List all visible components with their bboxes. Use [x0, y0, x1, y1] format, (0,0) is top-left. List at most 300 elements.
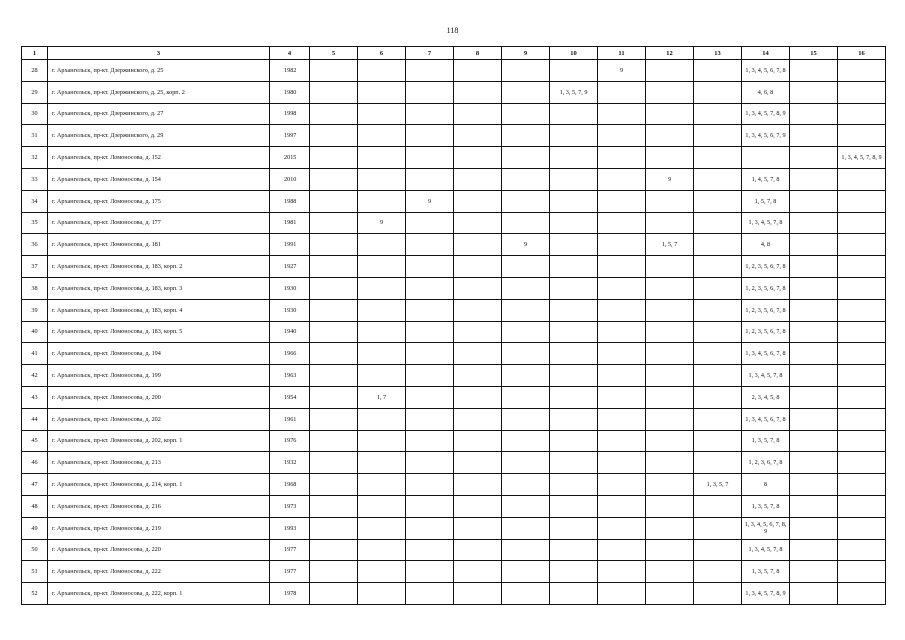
value-cell [646, 517, 694, 539]
value-cell [694, 321, 742, 343]
value-cell: 1, 3, 5, 7, 9 [550, 81, 598, 103]
value-cell [502, 212, 550, 234]
table-row [22, 517, 886, 539]
value-cell [646, 190, 694, 212]
value-cell [790, 103, 838, 125]
value-cell [454, 343, 502, 365]
value-cell: 9 [358, 212, 406, 234]
value-cell [358, 517, 406, 539]
value-cell [598, 386, 646, 408]
value-cell [694, 583, 742, 605]
value-cell [502, 365, 550, 387]
value-cell [502, 343, 550, 365]
address-cell: г. Архангельск, пр-кт. Ломоносова, д. 183, корп. 3 [48, 277, 270, 299]
value-cell [358, 147, 406, 169]
value-cell [790, 81, 838, 103]
year-cell: 1988 [270, 190, 310, 212]
value-cell [790, 452, 838, 474]
column-header: 10 [550, 47, 598, 60]
table-row [22, 583, 886, 605]
row-number: 51 [22, 561, 48, 583]
value-cell [310, 234, 358, 256]
value-cell [502, 168, 550, 190]
address-cell: г. Архангельск, пр-кт. Ломоносова, д. 222 [48, 561, 270, 583]
value-cell [550, 212, 598, 234]
value-cell [838, 539, 886, 561]
value-cell [838, 430, 886, 452]
value-cell [598, 321, 646, 343]
address-cell: г. Архангельск, пр-кт. Ломоносова, д. 219 [48, 517, 270, 539]
value-cell [598, 365, 646, 387]
value-cell [454, 125, 502, 147]
value-cell [550, 343, 598, 365]
value-cell [646, 365, 694, 387]
value-cell [454, 147, 502, 169]
value-cell [406, 147, 454, 169]
value-cell [646, 212, 694, 234]
value-cell [406, 60, 454, 82]
value-cell [310, 125, 358, 147]
header-row [22, 47, 886, 60]
address-cell: г. Архангельск, пр-кт. Ломоносова, д. 183, корп. 5 [48, 321, 270, 343]
value-cell [502, 408, 550, 430]
value-cell [838, 583, 886, 605]
value-cell [790, 125, 838, 147]
value-cell: 1, 3, 5, 7, 8 [742, 561, 790, 583]
value-cell [838, 81, 886, 103]
value-cell [646, 256, 694, 278]
value-cell [550, 168, 598, 190]
value-cell [598, 452, 646, 474]
value-cell [838, 256, 886, 278]
value-cell [550, 299, 598, 321]
value-cell [598, 190, 646, 212]
table-row [22, 386, 886, 408]
table-row [22, 103, 886, 125]
table-row [22, 212, 886, 234]
value-cell: 1, 3, 4, 5, 7, 8 [742, 212, 790, 234]
value-cell [502, 561, 550, 583]
address-cell: г. Архангельск, пр-кт. Ломоносова, д. 199 [48, 365, 270, 387]
value-cell [598, 147, 646, 169]
value-cell [550, 386, 598, 408]
value-cell [310, 583, 358, 605]
value-cell [454, 234, 502, 256]
value-cell [406, 583, 454, 605]
value-cell [790, 212, 838, 234]
value-cell [838, 517, 886, 539]
value-cell [790, 430, 838, 452]
value-cell [694, 168, 742, 190]
value-cell [790, 408, 838, 430]
value-cell [694, 517, 742, 539]
value-cell [502, 60, 550, 82]
table-row [22, 125, 886, 147]
value-cell [406, 103, 454, 125]
value-cell [310, 408, 358, 430]
year-cell: 1978 [270, 583, 310, 605]
value-cell [358, 343, 406, 365]
year-cell: 1997 [270, 125, 310, 147]
year-cell: 1976 [270, 430, 310, 452]
value-cell [790, 539, 838, 561]
value-cell [790, 386, 838, 408]
value-cell: 9 [406, 190, 454, 212]
value-cell [310, 256, 358, 278]
value-cell [550, 583, 598, 605]
value-cell [694, 234, 742, 256]
row-number: 37 [22, 256, 48, 278]
value-cell [646, 474, 694, 496]
table-row [22, 474, 886, 496]
row-number: 49 [22, 517, 48, 539]
value-cell [598, 168, 646, 190]
value-cell [790, 277, 838, 299]
value-cell: 4, 6, 8 [742, 81, 790, 103]
value-cell: 1, 7 [358, 386, 406, 408]
address-cell: г. Архангельск, пр-кт. Ломоносова, д. 216 [48, 495, 270, 517]
value-cell [790, 495, 838, 517]
value-cell [310, 343, 358, 365]
value-cell [454, 60, 502, 82]
value-cell [550, 321, 598, 343]
value-cell [406, 386, 454, 408]
value-cell [598, 495, 646, 517]
value-cell [838, 495, 886, 517]
table-row [22, 495, 886, 517]
value-cell [550, 430, 598, 452]
value-cell [646, 299, 694, 321]
value-cell [310, 430, 358, 452]
row-number: 29 [22, 81, 48, 103]
address-cell: г. Архангельск, пр-кт. Ломоносова, д. 213 [48, 452, 270, 474]
row-number: 43 [22, 386, 48, 408]
value-cell [550, 561, 598, 583]
value-cell: 1, 2, 3, 5, 6, 7, 8 [742, 321, 790, 343]
year-cell: 1998 [270, 103, 310, 125]
value-cell [550, 277, 598, 299]
value-cell [502, 321, 550, 343]
value-cell [790, 256, 838, 278]
value-cell: 1, 2, 3, 6, 7, 8 [742, 452, 790, 474]
value-cell [358, 539, 406, 561]
column-header: 16 [838, 47, 886, 60]
value-cell [406, 299, 454, 321]
value-cell [310, 386, 358, 408]
row-number: 48 [22, 495, 48, 517]
row-number: 35 [22, 212, 48, 234]
value-cell: 1, 3, 4, 5, 6, 7, 8, 9 [742, 517, 790, 539]
value-cell [406, 495, 454, 517]
value-cell [406, 277, 454, 299]
value-cell [838, 343, 886, 365]
value-cell [598, 408, 646, 430]
address-cell: г. Архангельск, пр-кт. Ломоносова, д. 222, корп. 1 [48, 583, 270, 605]
address-cell: г. Архангельск, пр-кт. Ломоносова, д. 220 [48, 539, 270, 561]
value-cell [454, 277, 502, 299]
year-cell: 1932 [270, 452, 310, 474]
value-cell [550, 539, 598, 561]
value-cell [454, 256, 502, 278]
row-number: 38 [22, 277, 48, 299]
value-cell [310, 103, 358, 125]
year-cell: 1930 [270, 277, 310, 299]
value-cell [694, 212, 742, 234]
value-cell [502, 539, 550, 561]
value-cell [646, 103, 694, 125]
value-cell [694, 539, 742, 561]
value-cell [358, 561, 406, 583]
value-cell [406, 168, 454, 190]
year-cell: 1968 [270, 474, 310, 496]
table-row [22, 561, 886, 583]
value-cell [598, 81, 646, 103]
value-cell [454, 474, 502, 496]
column-header: 15 [790, 47, 838, 60]
value-cell [694, 343, 742, 365]
value-cell [790, 321, 838, 343]
value-cell [358, 474, 406, 496]
table-row [22, 321, 886, 343]
value-cell [310, 147, 358, 169]
value-cell [694, 365, 742, 387]
year-cell: 1993 [270, 517, 310, 539]
value-cell: 1, 3, 4, 5, 7, 8, 9 [742, 103, 790, 125]
value-cell [598, 234, 646, 256]
value-cell [694, 81, 742, 103]
value-cell [646, 495, 694, 517]
value-cell: 1, 3, 4, 5, 6, 7, 8 [742, 60, 790, 82]
value-cell [550, 147, 598, 169]
value-cell [358, 81, 406, 103]
value-cell [790, 60, 838, 82]
column-header: 3 [48, 47, 270, 60]
value-cell [790, 168, 838, 190]
column-header: 9 [502, 47, 550, 60]
value-cell [358, 256, 406, 278]
column-header: 7 [406, 47, 454, 60]
column-header: 4 [270, 47, 310, 60]
value-cell: 1, 3, 4, 5, 7, 8, 9 [838, 147, 886, 169]
value-cell: 8 [742, 474, 790, 496]
address-cell: г. Архангельск, пр-кт. Ломоносова, д. 177 [48, 212, 270, 234]
column-header: 11 [598, 47, 646, 60]
value-cell [694, 147, 742, 169]
year-cell: 2015 [270, 147, 310, 169]
value-cell [694, 452, 742, 474]
value-cell [310, 474, 358, 496]
value-cell [406, 343, 454, 365]
value-cell [790, 343, 838, 365]
value-cell [358, 60, 406, 82]
value-cell [454, 365, 502, 387]
address-cell: г. Архангельск, пр-кт. Ломоносова, д. 152 [48, 147, 270, 169]
value-cell [646, 125, 694, 147]
value-cell [790, 561, 838, 583]
value-cell [406, 125, 454, 147]
value-cell [694, 256, 742, 278]
table-row [22, 256, 886, 278]
value-cell [454, 583, 502, 605]
value-cell [454, 81, 502, 103]
year-cell: 1991 [270, 234, 310, 256]
value-cell [550, 234, 598, 256]
value-cell [838, 299, 886, 321]
value-cell [550, 474, 598, 496]
row-number: 46 [22, 452, 48, 474]
value-cell [358, 583, 406, 605]
value-cell [646, 60, 694, 82]
value-cell: 1, 3, 4, 5, 6, 7, 8 [742, 408, 790, 430]
value-cell [838, 321, 886, 343]
value-cell: 4, 8 [742, 234, 790, 256]
value-cell [646, 81, 694, 103]
value-cell [838, 212, 886, 234]
year-cell: 2010 [270, 168, 310, 190]
table-row [22, 452, 886, 474]
value-cell [454, 299, 502, 321]
value-cell [310, 299, 358, 321]
value-cell [454, 321, 502, 343]
value-cell [646, 452, 694, 474]
value-cell [358, 299, 406, 321]
value-cell: 1, 3, 5, 7 [694, 474, 742, 496]
value-cell [550, 495, 598, 517]
row-number: 45 [22, 430, 48, 452]
address-cell: г. Архангельск, пр-кт. Ломоносова, д. 202, корп. 1 [48, 430, 270, 452]
value-cell [502, 256, 550, 278]
value-cell [598, 561, 646, 583]
value-cell: 1, 2, 3, 5, 6, 7, 8 [742, 277, 790, 299]
buildings-register-table [21, 46, 886, 605]
row-number: 32 [22, 147, 48, 169]
table-row [22, 60, 886, 82]
value-cell [310, 212, 358, 234]
address-cell: г. Архангельск, пр-кт. Ломоносова, д. 154 [48, 168, 270, 190]
value-cell [454, 408, 502, 430]
value-cell [550, 452, 598, 474]
address-cell: г. Архангельск, пр-кт. Ломоносова, д. 214, корп. 1 [48, 474, 270, 496]
value-cell [694, 561, 742, 583]
value-cell [550, 125, 598, 147]
value-cell [790, 234, 838, 256]
row-number: 36 [22, 234, 48, 256]
value-cell [646, 321, 694, 343]
value-cell [550, 365, 598, 387]
row-number: 50 [22, 539, 48, 561]
address-cell: г. Архангельск, пр-кт. Дзержинского, д. 29 [48, 125, 270, 147]
column-header: 8 [454, 47, 502, 60]
row-number: 44 [22, 408, 48, 430]
value-cell [694, 103, 742, 125]
value-cell [838, 168, 886, 190]
table-row [22, 408, 886, 430]
value-cell: 2, 3, 4, 5, 8 [742, 386, 790, 408]
value-cell: 1, 2, 3, 5, 6, 7, 8 [742, 299, 790, 321]
value-cell [406, 561, 454, 583]
year-cell: 1981 [270, 212, 310, 234]
value-cell: 9 [502, 234, 550, 256]
value-cell: 1, 3, 5, 7, 8 [742, 495, 790, 517]
value-cell [598, 517, 646, 539]
value-cell [838, 365, 886, 387]
value-cell [550, 256, 598, 278]
value-cell [694, 190, 742, 212]
value-cell [646, 408, 694, 430]
address-cell: г. Архангельск, пр-кт. Ломоносова, д. 183, корп. 2 [48, 256, 270, 278]
value-cell [310, 517, 358, 539]
value-cell [646, 277, 694, 299]
value-cell [454, 430, 502, 452]
value-cell [646, 583, 694, 605]
value-cell [598, 103, 646, 125]
value-cell [358, 190, 406, 212]
value-cell [310, 539, 358, 561]
value-cell: 1, 3, 4, 5, 7, 8, 9 [742, 583, 790, 605]
year-cell: 1940 [270, 321, 310, 343]
value-cell [358, 365, 406, 387]
value-cell [406, 212, 454, 234]
value-cell: 9 [646, 168, 694, 190]
value-cell [310, 495, 358, 517]
value-cell [502, 517, 550, 539]
row-number: 52 [22, 583, 48, 605]
row-number: 47 [22, 474, 48, 496]
value-cell [598, 299, 646, 321]
value-cell [310, 365, 358, 387]
row-number: 39 [22, 299, 48, 321]
value-cell: 1, 3, 4, 5, 6, 7, 8 [742, 343, 790, 365]
column-header: 1 [22, 47, 48, 60]
address-cell: г. Архангельск, пр-кт. Дзержинского, д. 27 [48, 103, 270, 125]
value-cell [694, 60, 742, 82]
value-cell [454, 452, 502, 474]
value-cell [646, 147, 694, 169]
value-cell [454, 386, 502, 408]
row-number: 31 [22, 125, 48, 147]
value-cell [406, 256, 454, 278]
value-cell [502, 386, 550, 408]
value-cell [358, 495, 406, 517]
value-cell [310, 81, 358, 103]
table-row [22, 365, 886, 387]
value-cell [310, 277, 358, 299]
value-cell [646, 430, 694, 452]
table-row [22, 277, 886, 299]
value-cell [454, 103, 502, 125]
value-cell [454, 190, 502, 212]
value-cell [646, 386, 694, 408]
value-cell [598, 474, 646, 496]
value-cell [502, 495, 550, 517]
value-cell [310, 561, 358, 583]
value-cell [310, 321, 358, 343]
page-number: 118 [446, 26, 459, 35]
year-cell: 1963 [270, 365, 310, 387]
value-cell [646, 343, 694, 365]
value-cell [790, 190, 838, 212]
table-row [22, 430, 886, 452]
value-cell [502, 430, 550, 452]
row-number: 30 [22, 103, 48, 125]
value-cell [406, 81, 454, 103]
value-cell [406, 452, 454, 474]
address-cell: г. Архангельск, пр-кт. Ломоносова, д. 200 [48, 386, 270, 408]
column-header: 5 [310, 47, 358, 60]
value-cell [550, 190, 598, 212]
value-cell: 1, 3, 4, 5, 7, 8 [742, 365, 790, 387]
value-cell [790, 147, 838, 169]
